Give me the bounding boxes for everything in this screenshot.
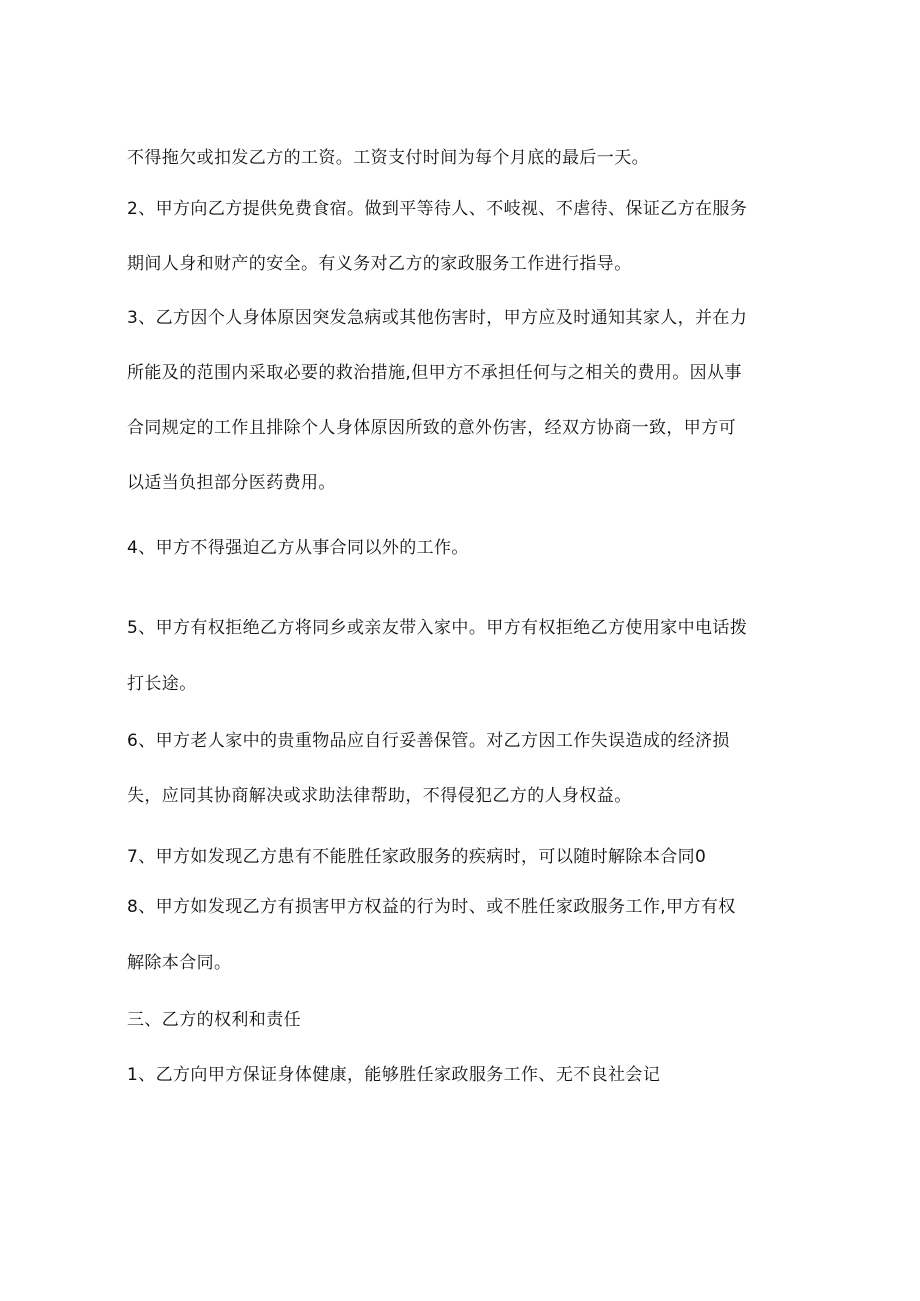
text-line-6: 合同规定的工作且排除个人身体原因所致的意外伤害，经双方协商一致，甲方可 — [127, 418, 736, 438]
text-line-10: 打长途。 — [127, 674, 197, 694]
text-line-3: 期间人身和财产的安全。有义务对乙方的家政服务工作进行指导。 — [127, 254, 632, 274]
text-line-15: 解除本合同。 — [127, 953, 232, 973]
text-line-7: 以适当负担部分医药费用。 — [127, 473, 336, 493]
text-line-14: 8、甲方如发现乙方有损害甲方权益的行为时、或不胜任家政服务工作,甲方有权 — [127, 897, 736, 917]
text-line-11: 6、甲方老人家中的贵重物品应自行妥善保管。对乙方因工作失误造成的经济损 — [127, 731, 730, 751]
text-line-8: 4、甲方不得强迫乙方从事合同以外的工作。 — [127, 538, 469, 558]
text-line-9: 5、甲方有权拒绝乙方将同乡或亲友带入家中。甲方有权拒绝乙方使用家中电话拨 — [127, 618, 748, 638]
text-line-2: 2、甲方向乙方提供免费食宿。做到平等待人、不岐视、不虐待、保证乙方在服务 — [127, 199, 748, 219]
text-line-5: 所能及的范围内采取必要的救治措施,但甲方不承担任何与之相关的费用。因从事 — [127, 363, 742, 383]
text-line-12: 失，应同其协商解决或求助法律帮助，不得侵犯乙方的人身权益。 — [127, 786, 632, 806]
text-line-1: 不得拖欠或扣发乙方的工资。工资支付时间为每个月底的最后一天。 — [127, 148, 649, 168]
section-heading: 三、乙方的权利和责任 — [127, 1010, 301, 1030]
text-line-4: 3、乙方因个人身体原因突发急病或其他伤害时，甲方应及时通知其家人，并在力 — [127, 308, 748, 328]
text-line-13: 7、甲方如发现乙方患有不能胜任家政服务的疾病时，可以随时解除本合同0 — [127, 847, 707, 867]
text-line-17: 1、乙方向甲方保证身体健康，能够胜任家政服务工作、无不良社会记 — [127, 1065, 661, 1085]
